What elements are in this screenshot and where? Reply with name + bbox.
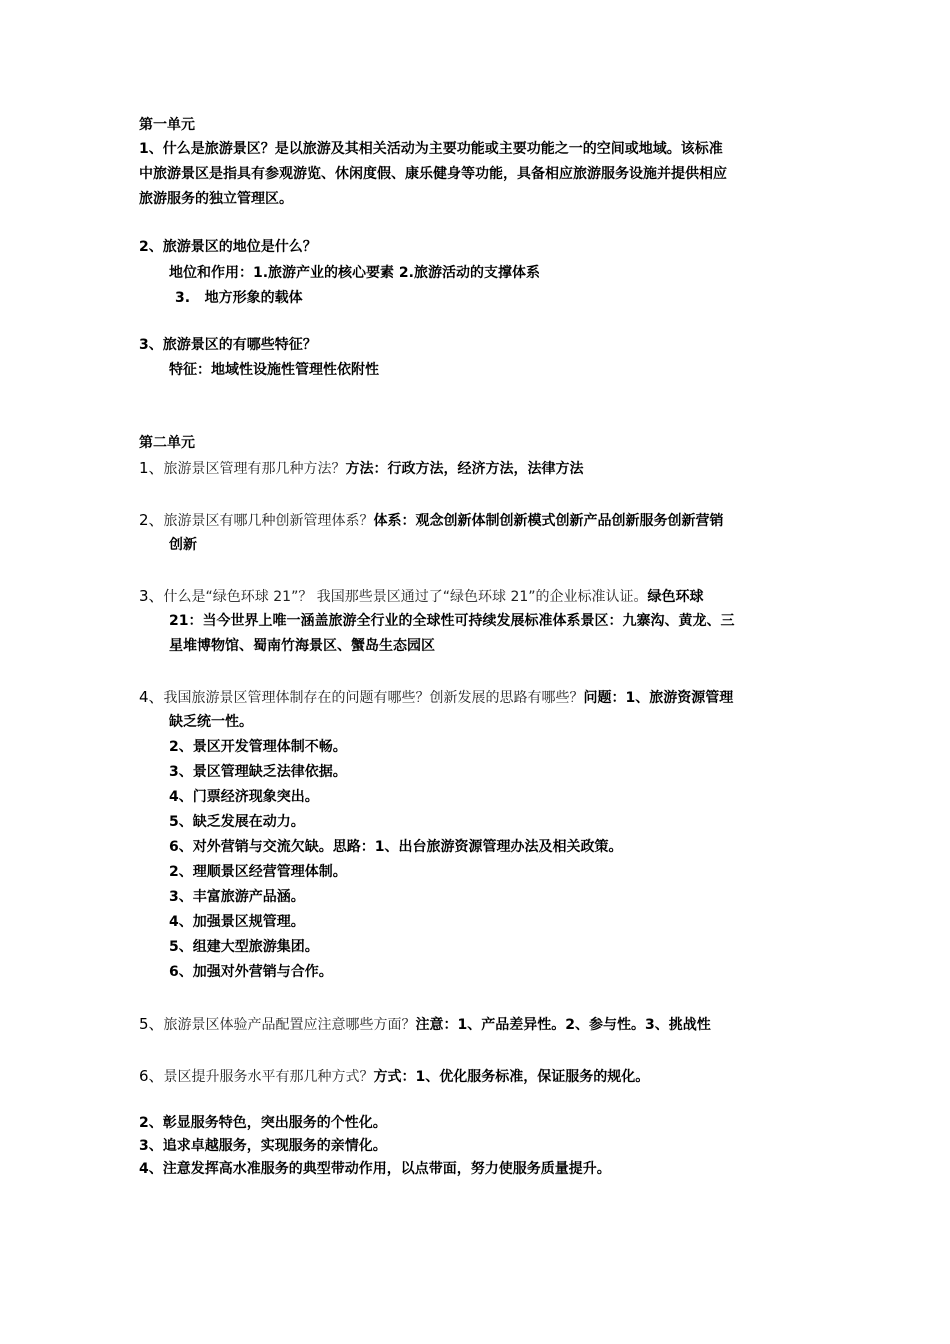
unit2-q2 — [139, 511, 724, 530]
answer-continuation: 缺乏统一性。 — [169, 714, 253, 730]
question-number: 1、 — [139, 459, 164, 477]
answer-list-item: 4、加强景区规管理。 — [169, 914, 305, 930]
unit2-q3 — [139, 587, 704, 606]
unit1-q1-line: 旅游服务的独立管理区。 — [139, 191, 293, 207]
question-number: 6、 — [139, 1067, 164, 1085]
unit1-q1-line: 1、什么是旅游景区？是以旅游及其相关活动为主要功能或主要功能之一的空间或地域。该标准 — [139, 141, 723, 157]
unit2-q4 — [139, 688, 733, 707]
answer-text: 体系：观念创新体制创新模式创新产品创新服务创新营销 — [373, 513, 724, 529]
answer-continuation: 创新 — [169, 537, 197, 553]
answer-list-item: 3、追求卓越服务，实现服务的亲情化。 — [139, 1138, 387, 1154]
unit2-q6 — [139, 1067, 649, 1086]
answer-continuation: 星堆博物馆、蜀南竹海景区、蟹岛生态园区 — [169, 638, 435, 654]
answer-text: 方式：1、优化服务标准，保证服务的规化。 — [373, 1069, 650, 1085]
question-text: 我国旅游景区管理体制存在的问题有哪些？创新发展的思路有哪些？ — [163, 690, 584, 706]
question-text: 景区提升服务水平有那几种方式？ — [163, 1069, 374, 1085]
unit2-title: 第二单元 — [139, 435, 195, 451]
question-text: 旅游景区管理有那几种方法？ — [163, 461, 346, 477]
answer-list-item: 5、缺乏发展在动力。 — [169, 814, 305, 830]
answer-list-item: 2、理顺景区经营管理体制。 — [169, 864, 347, 880]
answer-list-item: 4、注意发挥高水准服务的典型带动作用，以点带面，努力使服务质量提升。 — [139, 1161, 611, 1177]
question-number: 4、 — [139, 688, 164, 706]
answer-list-item: 3、景区管理缺乏法律依据。 — [169, 764, 347, 780]
unit1-q2-answer: 3. 地方形象的载体 — [175, 290, 303, 306]
unit1-q2-answer: 地位和作用：1.旅游产业的核心要素 2.旅游活动的支撑体系 — [169, 265, 540, 281]
answer-continuation: 21：当今世界上唯一涵盖旅游全行业的全球性可持续发展标准体系景区：九寨沟、黄龙、三 — [169, 613, 735, 629]
answer-list-item: 4、门票经济现象突出。 — [169, 789, 319, 805]
answer-list-item: 6、对外营销与交流欠缺。思路：1、出台旅游资源管理办法及相关政策。 — [169, 839, 623, 855]
question-number: 5、 — [139, 1015, 164, 1033]
question-text: 什么是“绿色环球 21”？ 我国那些景区通过了“绿色环球 21”的企业标准认证。 — [163, 589, 648, 605]
unit1-q1-line: 中旅游景区是指具有参观游览、休闲度假、康乐健身等功能，具备相应旅游服务设施并提供相应 — [139, 166, 727, 182]
unit1-q2-question: 2、旅游景区的地位是什么？ — [139, 239, 317, 255]
unit2-q5 — [139, 1015, 711, 1034]
unit1-title: 第一单元 — [139, 117, 195, 133]
answer-list-item: 6、加强对外营销与合作。 — [169, 964, 333, 980]
answer-list-item: 2、景区开发管理体制不畅。 — [169, 739, 347, 755]
question-number: 2、 — [139, 511, 164, 529]
answer-list-item: 2、彰显服务特色，突出服务的个性化。 — [139, 1115, 387, 1131]
answer-text: 注意：1、产品差异性。2、参与性。3、挑战性 — [415, 1017, 711, 1033]
unit1-q3-answer: 特征：地域性设施性管理性依附性 — [169, 362, 379, 378]
question-text: 旅游景区有哪几种创新管理体系？ — [163, 513, 374, 529]
question-number: 3、 — [139, 587, 164, 605]
answer-text: 问题：1、旅游资源管理 — [583, 690, 734, 706]
answer-text: 方法：行政方法，经济方法，法律方法 — [345, 461, 584, 477]
unit2-q1 — [139, 459, 584, 478]
answer-list-item: 3、丰富旅游产品涵。 — [169, 889, 305, 905]
answer-list-item: 5、组建大型旅游集团。 — [169, 939, 319, 955]
question-text: 旅游景区体验产品配置应注意哪些方面？ — [163, 1017, 416, 1033]
answer-text: 绿色环球 — [647, 589, 704, 605]
unit1-q3-question: 3、旅游景区的有哪些特征？ — [139, 337, 317, 353]
